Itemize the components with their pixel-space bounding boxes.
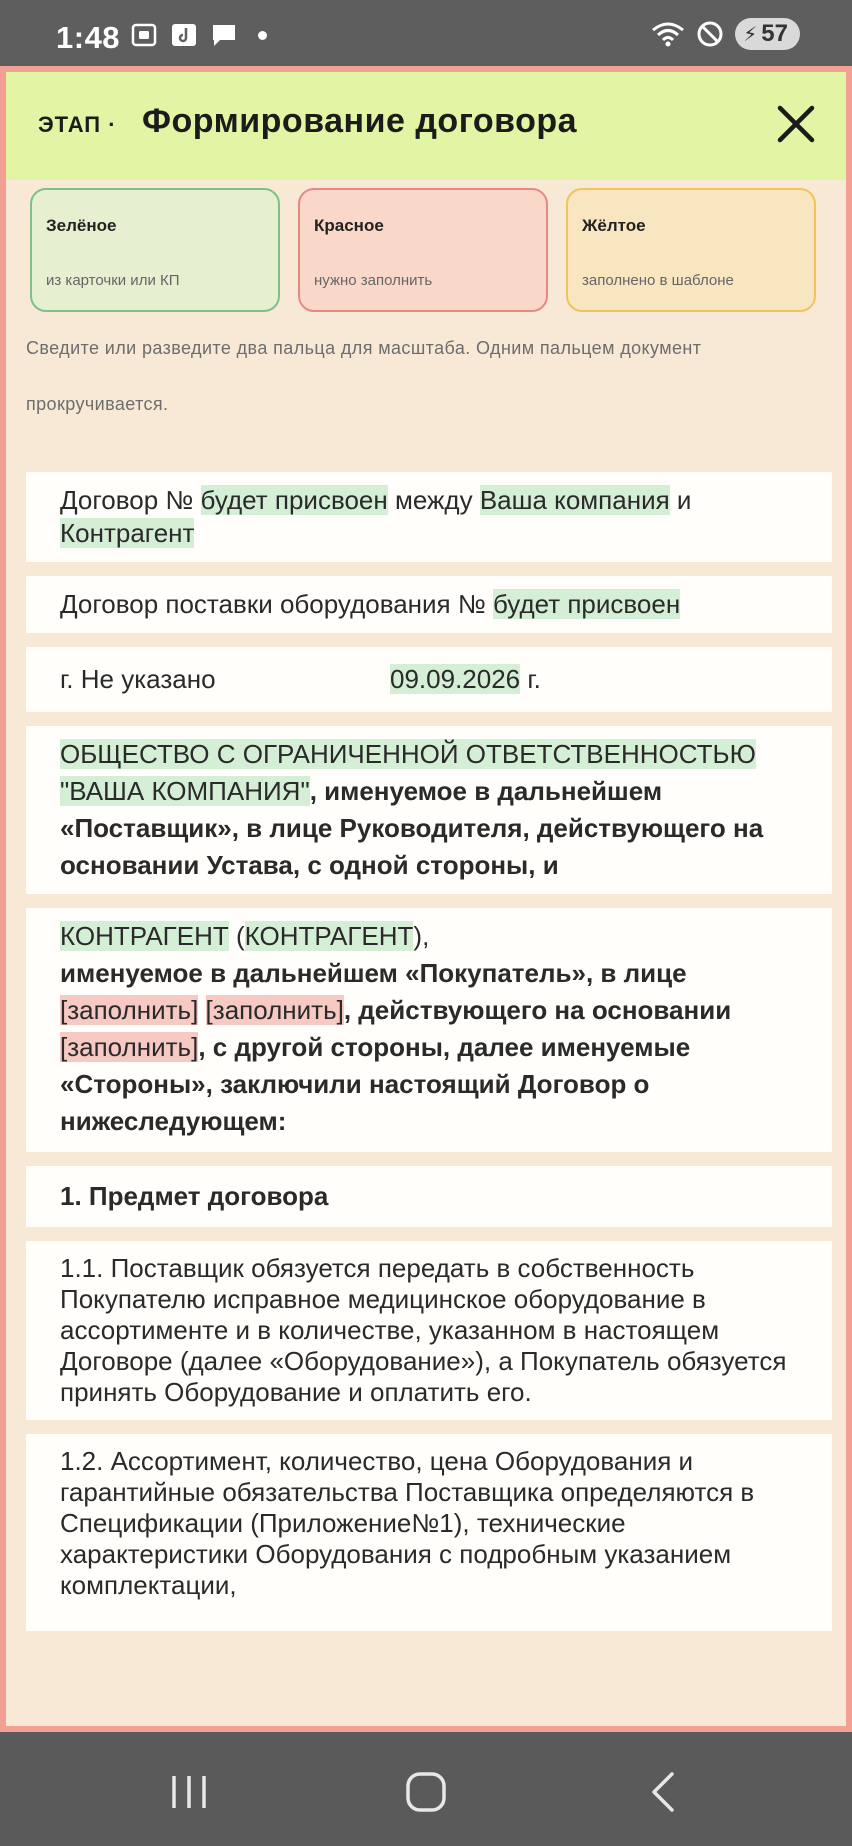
color-legend	[30, 188, 816, 312]
doc-text: Договор поставки оборудования №	[60, 589, 486, 619]
doc-supplier	[26, 726, 832, 894]
dnd-icon	[695, 19, 725, 49]
field-company[interactable]: Ваша компания	[479, 485, 670, 515]
doc-intro	[26, 472, 832, 562]
field-fill-2[interactable]: [заполнить]	[205, 995, 344, 1025]
clause-text: 1.2. Ассортимент, количество, цена Оборудования и гарантийные обязательства Поставщика определяются в Спецификации (Приложение№1), технические характеристики Оборудования с подробным указанием комплектации,	[60, 1446, 755, 1600]
music-icon	[170, 22, 198, 48]
section-1-title	[26, 1166, 832, 1227]
message-icon	[210, 22, 238, 48]
doc-text: г.	[527, 664, 541, 694]
legend-red	[298, 188, 548, 312]
field-fill-3[interactable]: [заполнить]	[60, 1032, 199, 1062]
legend-title: Красное	[314, 216, 384, 235]
close-icon[interactable]	[772, 100, 820, 148]
clause-1-2	[26, 1434, 832, 1631]
stage-kicker: ЭТАП ·	[38, 112, 117, 137]
screenshot-icon	[130, 22, 158, 48]
recent-apps-icon[interactable]	[160, 1770, 220, 1814]
field-contract-number[interactable]: будет присвоен	[200, 485, 388, 515]
charging-icon: ⚡	[743, 23, 758, 46]
doc-buyer	[26, 908, 832, 1152]
legend-green	[30, 188, 280, 312]
home-icon[interactable]	[396, 1770, 456, 1814]
contract-document[interactable]	[26, 472, 832, 1645]
field-counterparty[interactable]: Контрагент	[60, 518, 195, 548]
doc-text: Договор №	[60, 485, 194, 515]
field-fill-1[interactable]: [заполнить]	[60, 995, 199, 1025]
system-nav-bar	[0, 1732, 852, 1846]
doc-subject	[26, 576, 832, 633]
doc-text: , с другой стороны, далее именуемые «Стороны», заключили настоящий Договор о нижеследующем:	[60, 1032, 691, 1136]
legend-yellow	[566, 188, 816, 312]
back-icon[interactable]	[636, 1770, 696, 1814]
legend-subtitle: заполнено в шаблоне	[582, 272, 734, 289]
status-left-icons	[130, 22, 267, 48]
battery-indicator	[735, 18, 800, 50]
field-supplier-name[interactable]: ОБЩЕСТВО С ОГРАНИЧЕННОЙ ОТВЕТСТВЕННОСТЬЮ "ВАША КОМПАНИЯ"	[60, 739, 756, 806]
clause-text: 1.1. Поставщик обязуется передать в собственность Покупателю исправное медицинское оборудование в ассортименте и в количестве, указанном в настоящем Договоре (далее «Оборудование»), а Покупатель обязуется принять Оборудование и оплатить его.	[60, 1253, 787, 1407]
wifi-icon	[651, 20, 685, 48]
status-bar	[0, 0, 852, 66]
section-heading: 1. Предмет договора	[60, 1181, 329, 1211]
status-right-icons	[651, 18, 800, 50]
doc-text: именуемое в дальнейшем «Покупатель», в лице	[60, 958, 687, 988]
doc-text: (	[228, 921, 245, 951]
field-date[interactable]: 09.09.2026	[390, 664, 521, 694]
legend-title: Зелёное	[46, 216, 117, 235]
contract-modal	[0, 66, 852, 1732]
doc-text: ),	[413, 921, 430, 951]
field-buyer-name[interactable]: КОНТРАГЕНТ	[60, 921, 229, 951]
legend-subtitle: из карточки или КП	[46, 272, 180, 289]
status-time: 1:48	[56, 20, 121, 55]
field-contract-number-2[interactable]: будет присвоен	[492, 589, 681, 619]
doc-place-date	[26, 647, 832, 712]
doc-text: между	[394, 485, 473, 515]
legend-title: Жёлтое	[582, 216, 646, 235]
doc-text: , действующего на основании	[343, 995, 732, 1025]
notification-dot	[258, 31, 267, 40]
page-title: Формирование договора	[142, 102, 578, 140]
battery-level: 57	[761, 20, 788, 47]
clause-1-1	[26, 1241, 832, 1420]
doc-text: , именуемое в дальнейшем «Поставщик», в лице Руководителя, действующего на основании Устава, с одной стороны, и	[60, 776, 764, 880]
legend-subtitle: нужно заполнить	[314, 272, 433, 289]
zoom-hint: Сведите или разведите два пальца для масштаба. Одним пальцем документ прокручивается.	[26, 338, 702, 414]
field-buyer-short-name[interactable]: КОНТРАГЕНТ	[244, 921, 414, 951]
field-city[interactable]: г. Не указано	[60, 664, 216, 694]
modal-header	[6, 72, 846, 180]
doc-text: и	[676, 485, 692, 515]
